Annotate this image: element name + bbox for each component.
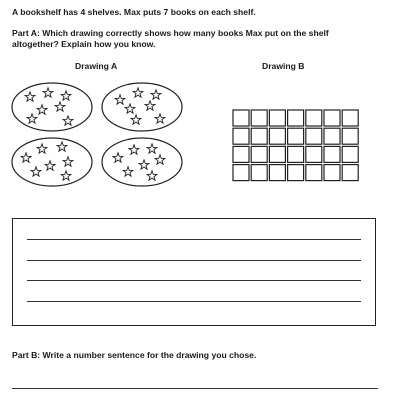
problem-intro: A bookshelf has 4 shelves. Max puts 7 books on each shelf.: [12, 7, 256, 17]
grid-square: [233, 165, 249, 181]
grid-square: [324, 128, 340, 144]
grid-square: [233, 128, 249, 144]
grid-square: [251, 110, 267, 126]
grid-square: [342, 146, 358, 162]
grid-square: [269, 165, 285, 181]
grid-square: [233, 110, 249, 126]
grid-square: [324, 165, 340, 181]
grid-square: [269, 146, 285, 162]
grid-square: [342, 165, 358, 181]
grid-square: [269, 110, 285, 126]
grid-square: [288, 110, 304, 126]
grid-square: [288, 146, 304, 162]
grid-square: [324, 110, 340, 126]
part-a-question-line-1: Part A: Which drawing correctly shows how many books Max put on the shelf: [12, 28, 329, 38]
grid-square: [342, 110, 358, 126]
grid-square: [306, 165, 322, 181]
grid-square: [288, 128, 304, 144]
answer-line[interactable]: [27, 301, 361, 302]
answer-line[interactable]: [27, 260, 361, 261]
grid-square: [251, 165, 267, 181]
grid-square: [306, 128, 322, 144]
part-a-answer-box[interactable]: [12, 218, 376, 326]
answer-line[interactable]: [27, 239, 361, 240]
grid-square: [306, 146, 322, 162]
part-b-answer-line[interactable]: [12, 388, 378, 389]
grid-square: [306, 110, 322, 126]
grid-square: [251, 128, 267, 144]
grid-square: [233, 146, 249, 162]
drawing-a-label: Drawing A: [75, 61, 118, 71]
grid-square: [251, 146, 267, 162]
grid-square: [324, 146, 340, 162]
part-a-question-line-2: altogether? Explain how you know.: [12, 39, 156, 49]
drawing-b-label: Drawing B: [262, 61, 305, 71]
grid-square: [269, 128, 285, 144]
grid-square: [288, 165, 304, 181]
grid-square: [342, 128, 358, 144]
answer-line[interactable]: [27, 280, 361, 281]
part-b-question: Part B: Write a number sentence for the drawing you chose.: [12, 350, 257, 360]
